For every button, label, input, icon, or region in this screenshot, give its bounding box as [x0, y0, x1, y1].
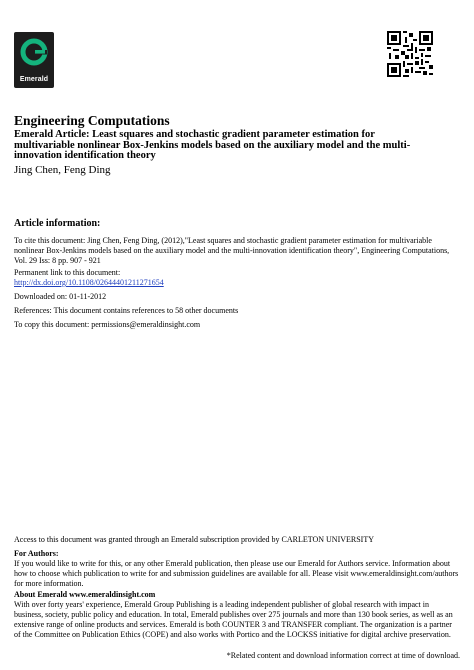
authors: Jing Chen, Feng Ding — [14, 164, 111, 176]
journal-title: Engineering Computations — [14, 113, 170, 128]
for-authors-text: If you would like to write for this, or any other Emerald publication, then please use our Emerald for Authors service. Information about how to choose which publication to write for and submission guidelines are available for all. Please visit www.emeraldinsight.com/authors for more information. — [14, 559, 459, 588]
emerald-ring-icon — [14, 32, 54, 78]
permalink-label: Permanent link to this document: — [14, 268, 121, 277]
access-statement: Access to this document was granted through an Emerald subscription provided by CARLETON UNIVERSITY — [14, 535, 375, 544]
permalink-link[interactable]: http://dx.doi.org/10.1108/02644401211271654 — [14, 278, 164, 287]
about-emerald-heading: About Emerald www.emeraldinsight.com — [14, 590, 156, 599]
copy-permissions: To copy this document: permissions@emeraldinsight.com — [14, 320, 201, 329]
references-count: References: This document contains references to 58 other documents — [14, 306, 239, 315]
emerald-logo-icon — [14, 32, 54, 88]
footnote: *Related content and download information correct at time of download. — [226, 651, 460, 660]
article-information-heading: Article information: — [14, 218, 101, 229]
qr-code-icon — [387, 31, 433, 77]
about-emerald-text: With over forty years' experience, Emerald Group Publishing is a leading independent publisher of global research with impact in business, society, public policy and education. In total, Emerald publishes over 275 journals and more than 130 book series, as well as an extensive range of online products and services. Emerald is both COUNTER 3 and TRANSFER compliant. The organization is a partner of the Committee on Publication Ethics (COPE) and also works with Portico and the LOCKSS initiative for digital archive preservation. — [14, 600, 453, 639]
citation-text: To cite this document: Jing Chen, Feng Ding, (2012),"Least squares and stochastic gradient parameter estimation for multivariable nonlinear Box-Jenkins models based on the auxiliary model and the multi-innovation identification theory", Engineering Computations, Vol. 29 Iss: 8 pp. 907 - 921 — [14, 236, 450, 265]
for-authors-heading: For Authors: — [14, 549, 59, 558]
article-title: Emerald Article: Least squares and stochastic gradient parameter estimation for multivariable nonlinear Box-Jenkins models based on the auxiliary model and the multi-innovation identification theory — [14, 129, 411, 161]
logo-brand-text: Emerald — [19, 76, 49, 83]
downloaded-date: Downloaded on: 01-11-2012 — [14, 292, 107, 301]
